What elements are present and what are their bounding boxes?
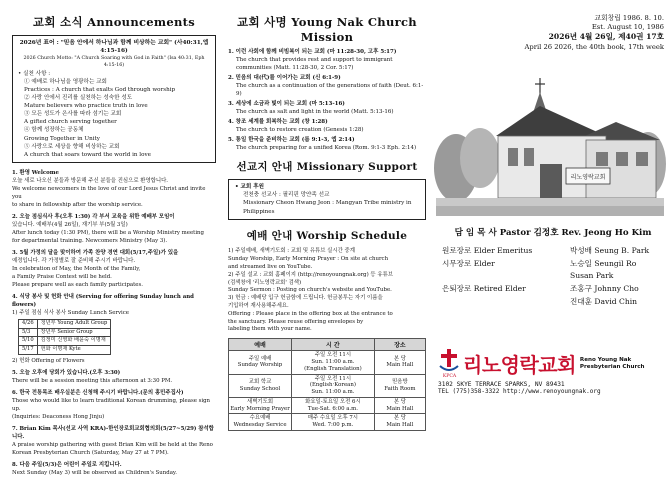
church-building-photo [436,76,664,216]
roster-cell: 장년부 Senior Group [37,328,111,337]
announcement-item [12,249,216,289]
schedule-time [292,414,375,431]
announcement-heading: 1. 환영 Welcome [12,169,59,176]
announcement-line: We welcome newcomers in the love of our Lord Jesus Christ and invite you [12,185,206,200]
schedule-time [292,397,375,414]
mission-item-ko: 3. 세상에 소금과 빛이 되는 교회 (마 5:13-16) [228,100,345,107]
schedule-place-en: Faith Room [384,385,416,392]
cover-column [432,0,670,407]
announcement-heading: 8. 다음 주일(5/3)은 어린이 주일로 지킵니다. [12,461,122,468]
schedule-row [229,414,426,431]
staff-row [442,245,664,258]
worship-note-line: (검색창에 '리노영락교회' 검색) [228,279,302,286]
worship-note-line: Sunday Worship, Early Morning Prayer : On site at church [228,256,389,263]
schedule-service [229,414,292,431]
senior-pastor: 담 임 목 사 Pastor 김정호 Rev. Jeong Ho Kim [454,228,652,238]
roster-row [19,345,111,354]
mission-item-en: The church preparing for a unified Korea (Rom. 9:1-3 Eph. 2:14) [236,144,417,151]
motto-heading-ko: 2026년 표어 : "믿음 안에서 하나님과 함께 비상하는 교회" [19,40,173,46]
mission-item [228,119,426,135]
worship-note-line: Sunday Sermon : Posting on church's website and YouTube. [228,287,392,294]
roster-row [19,319,111,328]
announcement-line: 1) 주일 점심 식사 봉사 Sunday Lunch Service [12,309,129,316]
announcement-item [12,425,216,457]
logo-english [580,357,645,370]
staff-row [442,258,664,284]
logo-korean: 리노영락교회 [463,353,576,377]
staff-row [442,283,664,309]
mission-title: 교회 사명 Young Nak Church Mission [237,15,417,44]
staff-names [570,283,664,309]
announcement-line: to share in fellowship after the worship service. [12,201,143,208]
announcement-list [12,169,216,477]
announcement-line: In celebration of May, the Month of the Family, [12,265,141,272]
roster-cell: 4/26 [19,319,38,328]
roster-cell: 헌화 이명재 Kyte [37,345,111,354]
schedule-service [229,374,292,397]
schedule-time-ko: 화요일-토요일 오전 6시 [305,398,361,405]
schedule-service-ko: 교회 학교 [248,378,272,385]
mission-column [224,0,430,429]
church-sign-text: 리노영락교회 [570,174,606,181]
announcement-heading: 4. 식당 봉사 및 헌화 안내 (Serving for offering Sunday lunch and flowers) [12,293,194,308]
kpca-label: KPCA [442,374,457,379]
schedule-time [292,374,375,397]
schedule-service [229,351,292,374]
announcement-item [12,369,216,385]
staff-name: 노승일 Seungil Ro [570,258,637,268]
mission-item-en: The church that provides rest and support to immigrant communities (Matt. 11:28-30, 2 Cor. 5:17) [236,56,393,71]
announcements-column [0,0,222,476]
mission-item [228,101,426,117]
mission-item-en: The church to restore creation (Genesis 1:28) [236,126,364,133]
schedule-service-ko: 주일 예배 [248,355,272,362]
announcement-heading: 7. Brian Kim 목사(선교 사역 KRA)-한인장로회교회협의회(5/27~5/29) 참석합니다. [12,425,214,440]
staff-name: 진대훈 David Chin [570,297,638,307]
motto-practice-line: Growing Together in Unity [24,135,100,142]
announcement-line: (Inquiries: Deaconess Hong Jinju) [12,413,105,420]
mission-item [228,75,426,99]
schedule-place [374,351,425,374]
schedule-time-ko: 매주 수요일 오후 7시 [307,415,359,422]
schedule-header-service: 예배 [229,339,292,351]
schedule-time-en: Sun. 11:00 a.m. [311,359,355,366]
mission-item-en: The church as salt and light in the world (Matt. 5:13-16) [236,108,394,115]
schedule-place-ko: 본 당 [393,415,406,422]
mission-item-en: The church as a continuation of the generations of faith (Deut. 6:1-9) [236,82,424,97]
schedule-service-ko: 수요예배 [249,415,271,422]
mission-item-ko: 2. 믿음의 대(代)를 이어가는 교회 (신 6:1-9) [228,74,341,81]
worship-schedule-table [228,338,426,431]
announcement-line: Please prepare well as each family participates. [12,281,143,288]
worship-note-line: 3) 헌금 : 예배당 입구 헌금함에 드립니다. 헌금봉투는 자기 이름을 [228,295,383,302]
worship-note-line: the sanctuary. Please reuse offering envelopes by [228,318,364,325]
announcement-item [12,461,216,477]
motto-practices-list [18,78,210,159]
church-footer [438,348,668,395]
mission-item-ko: 1. 이런 사회에 함께 비빔복이 되는 교회 (마 11:28-30, 고후 5:17) [228,49,397,55]
schedule-header-row [229,339,426,351]
worship-note-line: and streamed live on YouTube. [228,263,313,270]
church-motto-box [12,35,216,163]
mission-item [228,49,426,73]
mission-item [228,137,426,153]
logo-english-line1: Reno Young Nak [579,356,632,363]
announcement-line: 예정입니다. 각 가정별로 잘 준비해 주시기 바랍니다. [12,257,136,264]
schedule-time-en: (English·Korean) [309,382,356,389]
announcement-line: Korean Presbyterian Church (Saturday, May 27 at 7 PM). [12,449,169,456]
roster-cell: 5/10 [19,337,38,346]
schedule-service [229,397,292,414]
staff-role: 시무장로 Elder [442,258,495,268]
announcement-item [12,293,216,365]
motto-practice-line: Practices : A church that exalts God through worship [24,86,176,93]
schedule-service-en: Sunday Worship [237,362,283,369]
schedule-time-ko: 주일 오전 11시 [314,352,352,359]
announcement-item [12,213,216,245]
motto-heading-en: 2026 Church Motto: "A Church Soaring with God in Faith" (Isa 40:31, Eph 4:15-16) [23,55,205,68]
schedule-time-note: (English Translation) [304,365,362,372]
church-address: 3102 SKYE TERRACE SPARKS, NV 89431 [438,381,565,388]
staff-name: 조홍구 Johnny Cho [570,284,639,294]
mission-item-ko: 4. 창조 세계를 회복하는 교회 (창 1:28) [228,118,328,125]
founded-ko: 교회창립 1986. 8. 10. [594,14,664,22]
announcement-line: for departmental training. Newcomers Ministry (May 3). [12,237,168,244]
announcement-line: a Family Praise Contest will be held. [12,273,112,280]
roster-cell: 5/17 [19,345,38,354]
schedule-place-ko: 본 당 [393,398,406,405]
roster-cell: 김정미 신영화 배윤숙 이명재 [37,337,111,346]
schedule-time-en: Tue-Sat. 6:00 a.m. [307,405,358,412]
staff-name: 박성배 Seung B. Park [570,245,650,255]
support-line: • 교회 후원 [235,183,265,190]
schedule-header-time: 시 간 [292,339,375,351]
schedule-row [229,351,426,374]
announcement-line: After lunch today (1:30 PM), there will be a Worship Ministry meeting [12,229,204,236]
motto-practice-line: ② 사랑 안에서 진리를 실천하는 성숙한 성도 [24,95,133,102]
motto-practice-line: ⑤ 사랑으로 세상을 향해 비상하는 교회 [24,143,120,150]
announcement-heading: 3. 5월 가정의 달을 맞이하여 가족 찬양 경연 대회(5/17,주일)가 있을 [12,249,179,256]
staff-name: Susan Park [570,271,614,281]
announcements-title: 교회 소식 Announcements [32,15,196,29]
schedule-time-note: Sun. 11:00 a.m. [311,389,355,396]
support-line: 전천충 선교사 : 필리핀 망얀족 선교 [243,192,330,199]
motto-heading [18,39,210,56]
issue-en: April 26 2026, the 40th book, 17th week [524,42,664,51]
schedule-service-en: Wednesday Service [233,422,287,429]
roster-cell: 청년부 Young Adult Group [37,319,111,328]
schedule-time-en: Wed. 7:00 p.m. [312,422,354,429]
staff-names [570,245,664,258]
worship-notes [228,248,426,334]
schedule-place [374,414,425,431]
schedule-header-place: 장소 [374,339,425,351]
schedule-service-ko: 새벽기도회 [246,398,274,405]
schedule-place-en: Main Hall [386,422,414,429]
roster-cell: 5/3 [19,328,38,337]
service-roster-table [18,319,111,355]
roster-row [19,337,111,346]
church-contact: TEL (775)358-3322 http://www.renoyoungnak.org [438,388,601,395]
logo-english-line2: Presbyterian Church [579,363,645,370]
schedule-row [229,374,426,397]
schedule-row [229,397,426,414]
staff-role: 은퇴장로 Retired Elder [442,284,526,294]
announcement-line: Those who would like to learn traditional Korean drumming, please sign up. [12,397,211,412]
staff-names [570,258,664,284]
schedule-place [374,397,425,414]
support-box [228,179,426,221]
announcement-heading: 6. 한국 전통목조 배우실분은 신청해 주시기 바랍니다.(문의 홍민주집사) [12,389,184,396]
announcement-line: 있습니다. 예배부(4월 26일), 재기부 부(5월 3일) [12,221,128,228]
schedule-time [292,351,375,374]
masthead [436,14,664,52]
announcement-line: A praise worship gathering with guest Brian Kim will be held at the Reno [12,441,213,448]
motto-practices-label: • 실천 사항 : [18,70,51,77]
motto-practice-line: ③ 모든 성도가 은사를 따라 섬기는 교회 [24,111,122,118]
announcement-line: 오늘 새로 나오신 분들과 방문해 주신 분들을 진심으로 환영합니다. [12,177,169,184]
worship-note-line: Offering : Please place in the offering box at the entrance to [228,310,393,317]
founded-en: Est. August 10, 1986 [591,23,664,32]
motto-practice-line: ④ 함께 성장하는 공동체 [24,127,84,134]
announcement-line: Next Sunday (May 3) will be observed as Children's Sunday. [12,469,177,476]
schedule-time-ko: 주일 오전 11시 [314,375,352,382]
worship-note-line: 기입하여 재사용해주세요. [228,302,289,309]
issue-ko: 2026년 4월 26일, 제40권 17호 [548,32,664,42]
schedule-place-ko: 믿음방 [392,378,408,385]
worship-note-line: 2) 주일 설교 : 교회 홈페이지 (http://renoyoungnak.org) 등 유튜브 [228,271,393,278]
schedule-service-en: Sunday School [239,385,281,392]
support-title: 선교지 안내 Missionary Support [236,160,418,173]
schedule-service-en: Early Morning Prayer [230,405,290,412]
motto-practice-line: ① 예배로 하나님을 영광하는 교회 [24,78,107,85]
worship-note-line: 1) 주일예배, 새벽기도회 : 교회 및 유튜브 실시간 중계 [228,248,355,255]
worship-note-line: labeling them with your name. [228,326,312,333]
kpca-cross-icon [438,348,460,374]
motto-practice-line: A gifted church serving together [24,119,117,126]
roster-row [19,328,111,337]
church-logo [438,348,668,379]
announcement-heading: 2. 오늘 점심식사 후(오후 1:30) 각 부서 교육을 위한 예배부 모임이 [12,213,175,220]
announcement-item [12,389,216,421]
schedule-place [374,374,425,397]
schedule-place-ko: 본 당 [393,355,406,362]
motto-practice-line: Mature believers who practice truth in love [24,103,148,110]
announcement-line: There will be a session meeting this afternoon at 3:30 PM. [12,377,173,384]
staff-listing [442,226,664,309]
mission-list [228,49,426,153]
announcement-line: 2) 헌화 Offering of Flowers [12,357,85,364]
worship-title: 예배 안내 Worship Schedule [246,230,408,243]
announcement-heading: 5. 오늘 오후에 당회가 있습니다.(오후 3:30) [12,369,121,376]
staff-role: 원로장로 Elder Emeritus [442,245,533,255]
motto-heading-ref: (사40:31,엡 4:15-16) [100,40,209,55]
motto-practice-line: A church that soars toward the world in love [24,151,151,158]
announcement-item [12,169,216,209]
schedule-place-en: Main Hall [386,405,414,412]
mission-item-ko: 5. 통일 한국을 준비하는 교회 (롬 9:1-3, 엡 2:14) [228,136,355,143]
schedule-place-en: Main Hall [386,362,414,369]
support-line: Missionary Cheon Hwang Jeon : Mangyan Tribe ministry in Philippines [243,200,412,215]
